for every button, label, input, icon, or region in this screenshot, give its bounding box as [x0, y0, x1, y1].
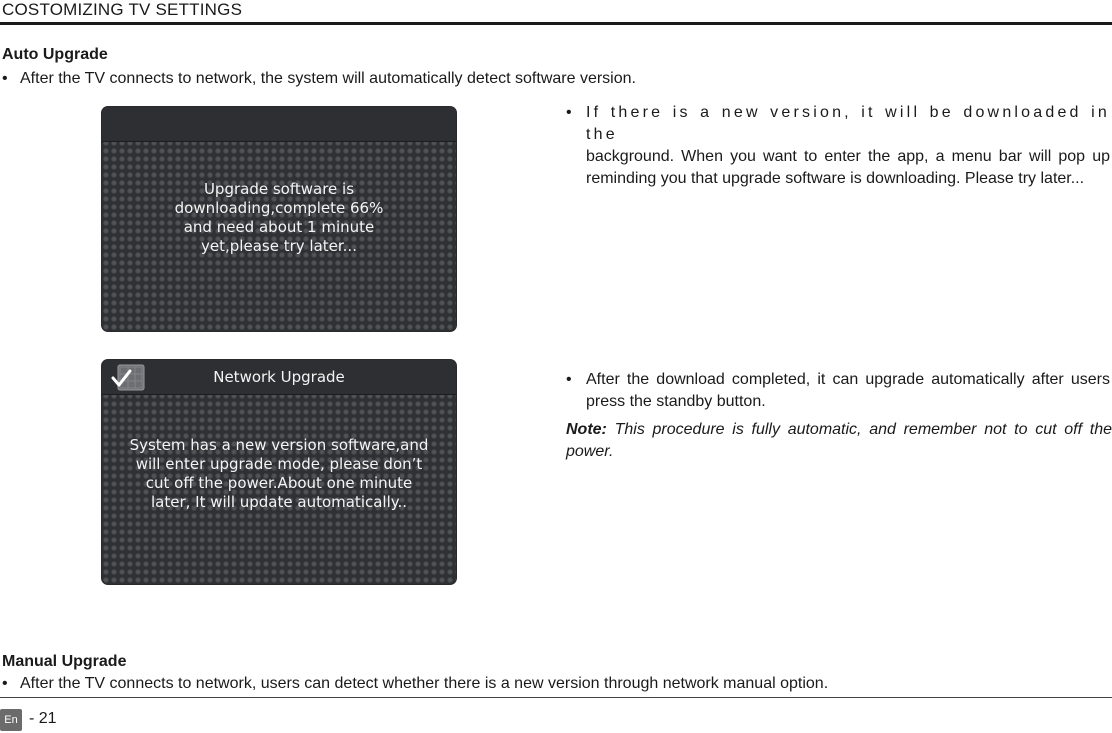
tv-screen-title-bar	[102, 360, 456, 395]
network-upgrade-message	[112, 436, 446, 512]
tv-screen-network-upgrade	[102, 360, 456, 584]
downloading-message	[112, 180, 446, 256]
downloading-message-line: yet,please try later...	[201, 237, 357, 255]
download-bullet-first-line: If there is a new version, it will be downloaded in the	[586, 104, 1110, 143]
manual-upgrade-title: Manual Upgrade	[2, 653, 127, 670]
page-number	[29, 710, 57, 728]
download-bullet-rest: background. When you want to enter the app, a menu bar will pop up reminding you that upgrade software is downloading. Please try later...	[586, 148, 1110, 187]
network-upgrade-message-line: will enter upgrade mode, please don’t	[135, 455, 423, 473]
tv-screen-downloading	[102, 107, 456, 331]
note-text: This procedure is fully automatic, and remember not to cut off the power.	[566, 421, 1112, 460]
network-upgrade-message-line: later, It will update automatically..	[150, 493, 408, 511]
header-title: COSTOMIZING TV SETTINGS	[2, 0, 243, 19]
footer-rule	[0, 697, 1112, 698]
note-label: Note:	[566, 421, 607, 438]
network-upgrade-message-line: System has a new version software,and	[129, 436, 429, 454]
standby-bullet-text: After the download completed, it can upgrade automatically after users press the standby button.	[586, 371, 1110, 410]
tv-screen-top-bar	[102, 107, 456, 142]
download-bullet: • If there is a new version, it will be downloaded in the background. When you want to enter the app, a menu bar will pop up reminding you that upgrade software is downloading. Please try later...	[566, 102, 1110, 190]
note	[566, 419, 1112, 463]
standby-bullet: • After the download completed, it can upgrade automatically after users press the standby button.	[566, 369, 1110, 413]
header-rule	[0, 22, 1112, 25]
language-badge: En	[0, 709, 22, 731]
downloading-message-line: and need about 1 minute	[183, 218, 375, 236]
auto-upgrade-bullet-text: After the TV connects to network, the system will automatically detect software version.	[20, 70, 636, 87]
auto-upgrade-title: Auto Upgrade	[2, 46, 108, 63]
network-upgrade-title: Network Upgrade	[213, 368, 345, 386]
manual-upgrade-bullet: • After the TV connects to network, users can detect whether there is a new version through network manual option.	[2, 675, 829, 692]
auto-upgrade-bullet: • After the TV connects to network, the system will automatically detect software version.	[2, 70, 636, 87]
network-upgrade-message-line: cut off the power.About one minute	[145, 474, 413, 492]
page-separator: -	[29, 710, 35, 727]
manual-upgrade-bullet-text: After the TV connects to network, users can detect whether there is a new version through network manual option.	[20, 675, 829, 692]
page-number-value: 21	[38, 710, 57, 727]
downloading-message-line: Upgrade software is	[203, 180, 355, 198]
downloading-message-line: downloading,complete 66%	[174, 199, 384, 217]
